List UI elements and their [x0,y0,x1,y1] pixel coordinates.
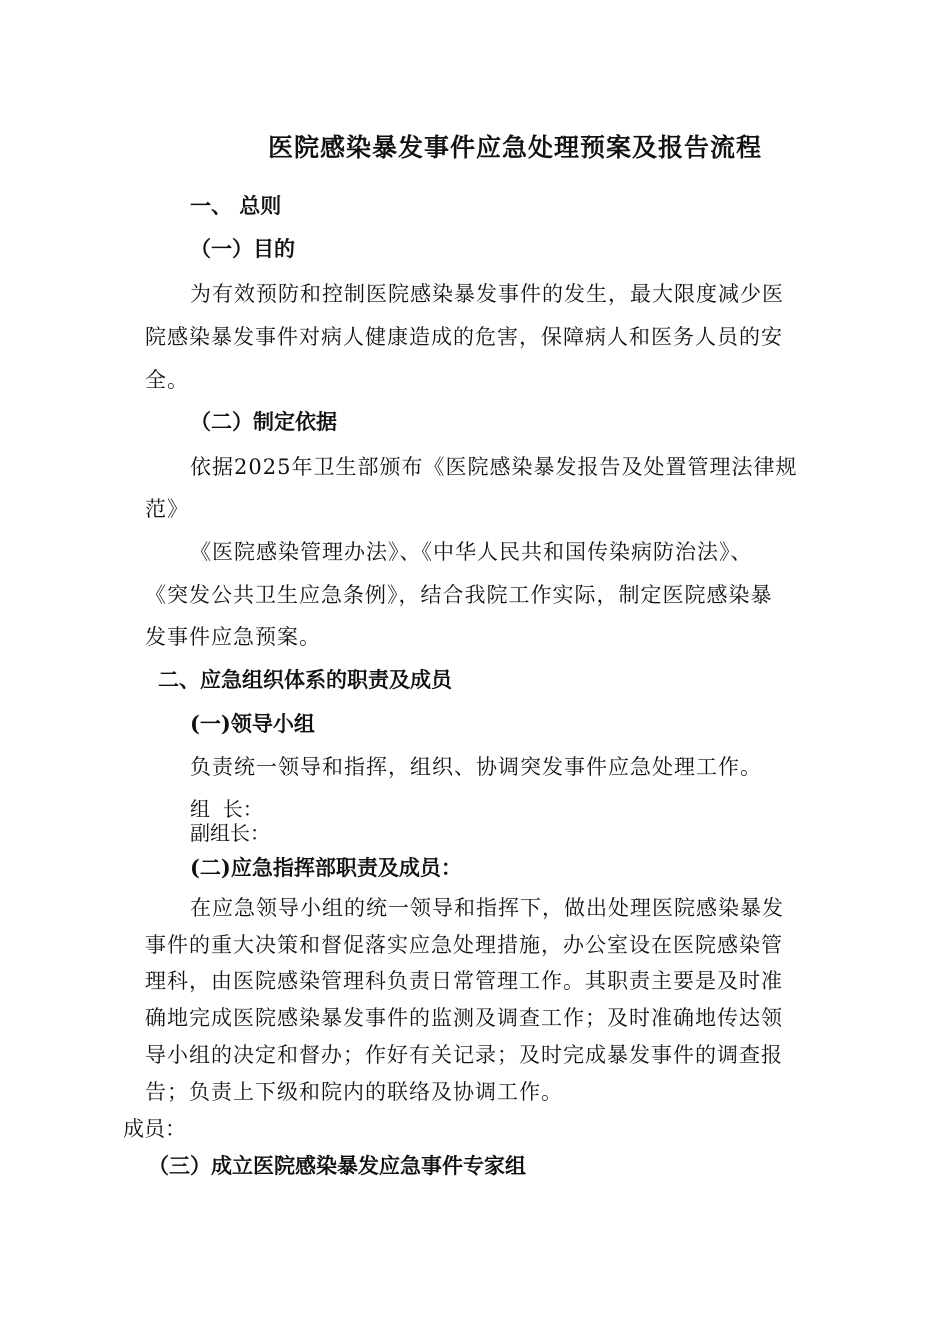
paragraph-line: 理科，由医院感染管理科负责日常管理工作。其职责主要是及时准 [145,969,783,993]
paragraph-line: 《医院感染管理办法》、《中华人民共和国传染病防治法》、 [190,540,753,564]
deputy-leader-label: 副组长： [190,821,270,845]
paragraph-line: 依据2025年卫生部颁布《医院感染暴发报告及处置管理法律规 [190,455,798,479]
paragraph-line: 为有效预防和控制医院感染暴发事件的发生，最大限度减少医 [190,282,784,306]
subheading-purpose: （一）目的 [190,236,295,261]
leader-label: 组 长： [190,797,263,821]
paragraph-line: 导小组的决定和督办；作好有关记录；及时完成暴发事件的调查报 [145,1043,783,1067]
paragraph-line: 范》 [145,497,189,521]
subheading-leadership-group: (一)领导小组 [190,711,315,736]
paragraph-line: 院感染暴发事件对病人健康造成的危害，保障病人和医务人员的安 [145,325,783,349]
members-label: 成员： [123,1117,186,1141]
section-heading-general: 一、 总则 [190,193,282,218]
paragraph-line: 全。 [145,368,189,392]
paragraph-line: 告；负责上下级和院内的联络及协调工作。 [145,1080,563,1104]
subheading-command-center: (二)应急指挥部职责及成员： [190,855,462,880]
subheading-expert-group: （三）成立医院感染暴发应急事件专家组 [148,1153,526,1178]
subheading-basis: （二）制定依据 [190,409,337,434]
paragraph-line: 《突发公共卫生应急条例》，结合我院工作实际，制定医院感染暴 [145,583,773,607]
paragraph-line: 确地完成医院感染暴发事件的监测及调查工作；及时准确地传达领 [145,1006,783,1030]
document-title: 医院感染暴发事件应急处理预案及报告流程 [268,133,763,162]
paragraph-line: 发事件应急预案。 [145,625,321,649]
paragraph-line: 事件的重大决策和督促落实应急处理措施，办公室设在医院感染管 [145,933,783,957]
paragraph-line: 在应急领导小组的统一领导和指挥下，做出处理医院感染暴发 [190,896,784,920]
paragraph-line: 负责统一领导和指挥，组织、协调突发事件应急处理工作。 [190,755,762,779]
section-heading-organization: 二、应急组织体系的职责及成员 [158,667,452,692]
